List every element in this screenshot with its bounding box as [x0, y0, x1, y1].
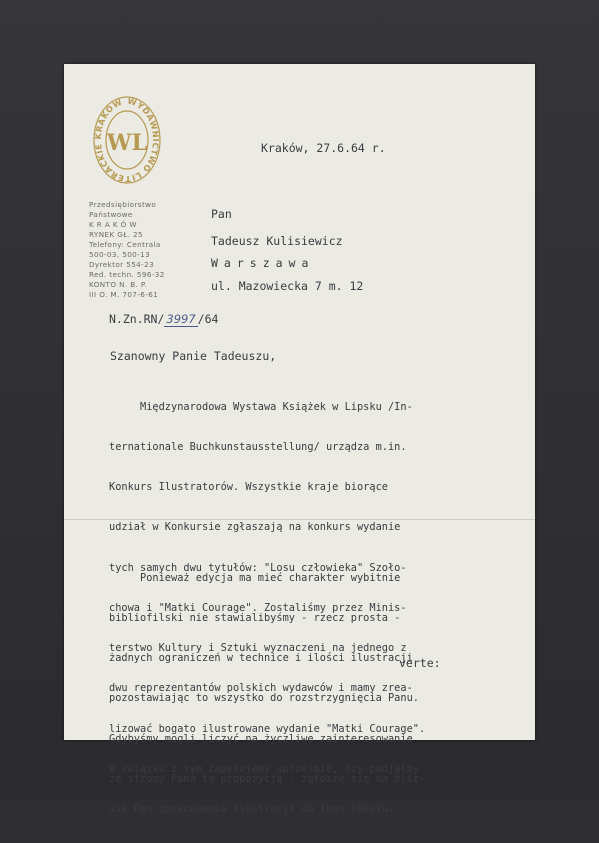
reference-handwritten-number: 3997	[166, 312, 196, 326]
paragraph-line: Międzynarodowa Wystawa Książek w Lipsku /In-	[109, 400, 413, 413]
paragraph-line: ternationale Buchkunstausstellung/ urządza m.in.	[109, 441, 407, 454]
letterhead-contact	[89, 200, 169, 300]
letterhead-line: 500-03, 500-13	[89, 250, 151, 259]
paragraph-line: bibliofilski nie stawialibyśmy - rzecz prosta -	[109, 612, 401, 625]
letterhead-line: RYNEK GŁ. 25	[89, 230, 143, 239]
paragraph-line: Konkurs Ilustratorów. Wszystkie kraje biorące	[109, 481, 388, 494]
logo-ring-text: WYDAWNICTWO LITERACKIE KRAKÓW	[92, 95, 162, 185]
paragraph-line: lizować bogato ilustrowane wydanie "Matki Courage".	[109, 722, 426, 735]
paragraph-line: terstwo Kultury i Sztuki wyznaczeni na jednego z	[109, 642, 407, 655]
letterhead-line: Dyrektor 554-23	[89, 260, 155, 269]
paragraph-line: udział w Konkursie zgłaszają na konkurs wydanie	[109, 521, 401, 534]
letterhead-line: III O. M. 707-6-61	[89, 290, 159, 299]
letterhead-line: Państwowe	[89, 210, 133, 219]
recipient-name: Tadeusz Kulisiewicz	[211, 234, 343, 248]
paragraph-line: chowa i "Matki Courage". Zostaliśmy przez Minis-	[109, 601, 407, 614]
letter-paragraph-2	[109, 545, 539, 813]
recipient-salutation: Pan	[211, 207, 232, 221]
logo-monogram: WL	[106, 130, 148, 156]
paragraph-line: się Pan opracowania ilustracji do tego tekstu.	[109, 803, 395, 815]
paragraph-line: dwu reprezentantów polskich wydawców i mamy zrea-	[109, 682, 413, 695]
paragraph-line: ze strony Pana tą propozycją - zgłoszę się na bliż-	[109, 772, 426, 785]
verte-note: verte:	[399, 656, 441, 670]
letter-greeting: Szanowny Panie Tadeuszu,	[110, 349, 277, 363]
paragraph-line: tych samych dwu tytułów: "Losu człowieka" Szoło-	[109, 561, 407, 574]
paragraph-line: Ponieważ edycja ma mieć charakter wybitnie	[109, 571, 401, 584]
recipient-street: ul. Mazowiecka 7 m. 12	[211, 279, 364, 293]
letterhead-line: Red. techn. 596-32	[89, 270, 165, 279]
letterhead-line: Telefony: Centrala	[89, 240, 161, 249]
letterhead-line: K R A K Ó W	[89, 220, 137, 229]
letter-page	[64, 64, 535, 815]
letterhead-line: KONTO N. B. P.	[89, 280, 148, 289]
paragraph-line: pozostawiając to wszystko do rozstrzygnięcia Panu.	[109, 692, 419, 705]
paragraph-line: Gdybyśmy mogli liczyć na życzliwe zainteresowanie	[109, 732, 413, 745]
publisher-logo-icon	[88, 92, 166, 192]
reference-prefix: N.Zn.RN/	[109, 312, 165, 326]
letterhead-line: Przedsiębiorstwo	[89, 200, 157, 209]
letter-date: Kraków, 27.6.64 r.	[261, 141, 386, 155]
reference-number	[109, 312, 218, 327]
reference-suffix: /64	[197, 312, 219, 326]
recipient-city: Warszawa	[211, 256, 315, 270]
paragraph-line: żadnych ograniczeń w technice i ilości ilustracji	[109, 652, 413, 665]
paragraph-line: W związku z tym zapytujemy uprzejmie, czy podjąłby	[109, 762, 419, 775]
